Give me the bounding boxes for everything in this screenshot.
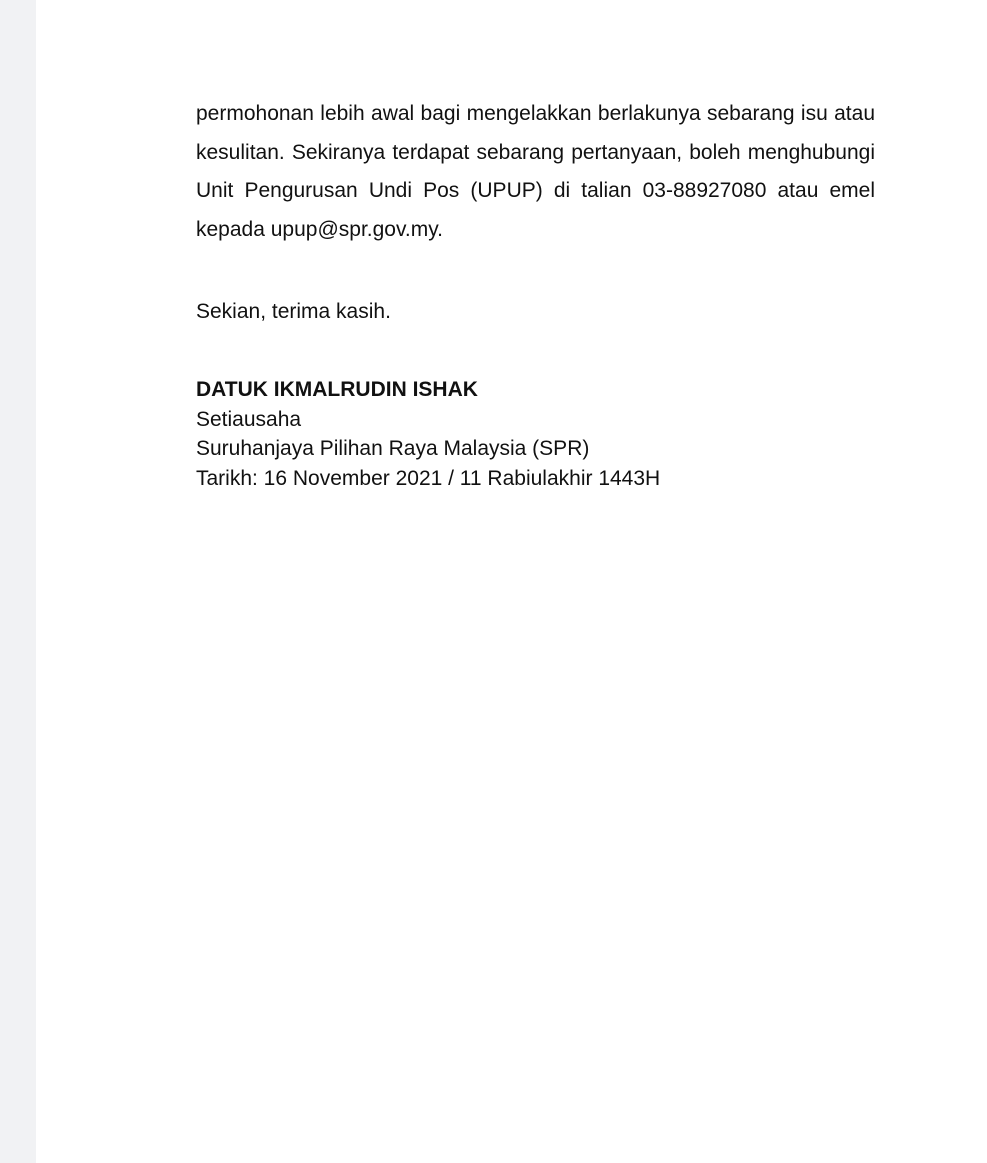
signature-block: [196, 375, 660, 493]
body-paragraph: permohonan lebih awal bagi mengelakkan berlakunya sebarang isu atau kesulitan. Sekiranya terdapat sebarang pertanyaan, boleh menghubungi Unit Pengurusan Undi Pos (UPUP) di talian 03-88927080 atau emel kepada upup@spr.gov.my.: [196, 102, 875, 241]
document-page: [36, 0, 987, 1163]
signatory-position: Setiausaha: [196, 407, 302, 431]
signatory-name: DATUK IKMALRUDIN ISHAK: [196, 378, 478, 401]
document-date: Tarikh: 16 November 2021 / 11 Rabiulakhir 1443H: [196, 466, 661, 490]
signatory-organization: Suruhanjaya Pilihan Raya Malaysia (SPR): [196, 437, 590, 460]
body-text-block: [196, 95, 875, 249]
closing-text: Sekian, terima kasih.: [196, 300, 391, 323]
